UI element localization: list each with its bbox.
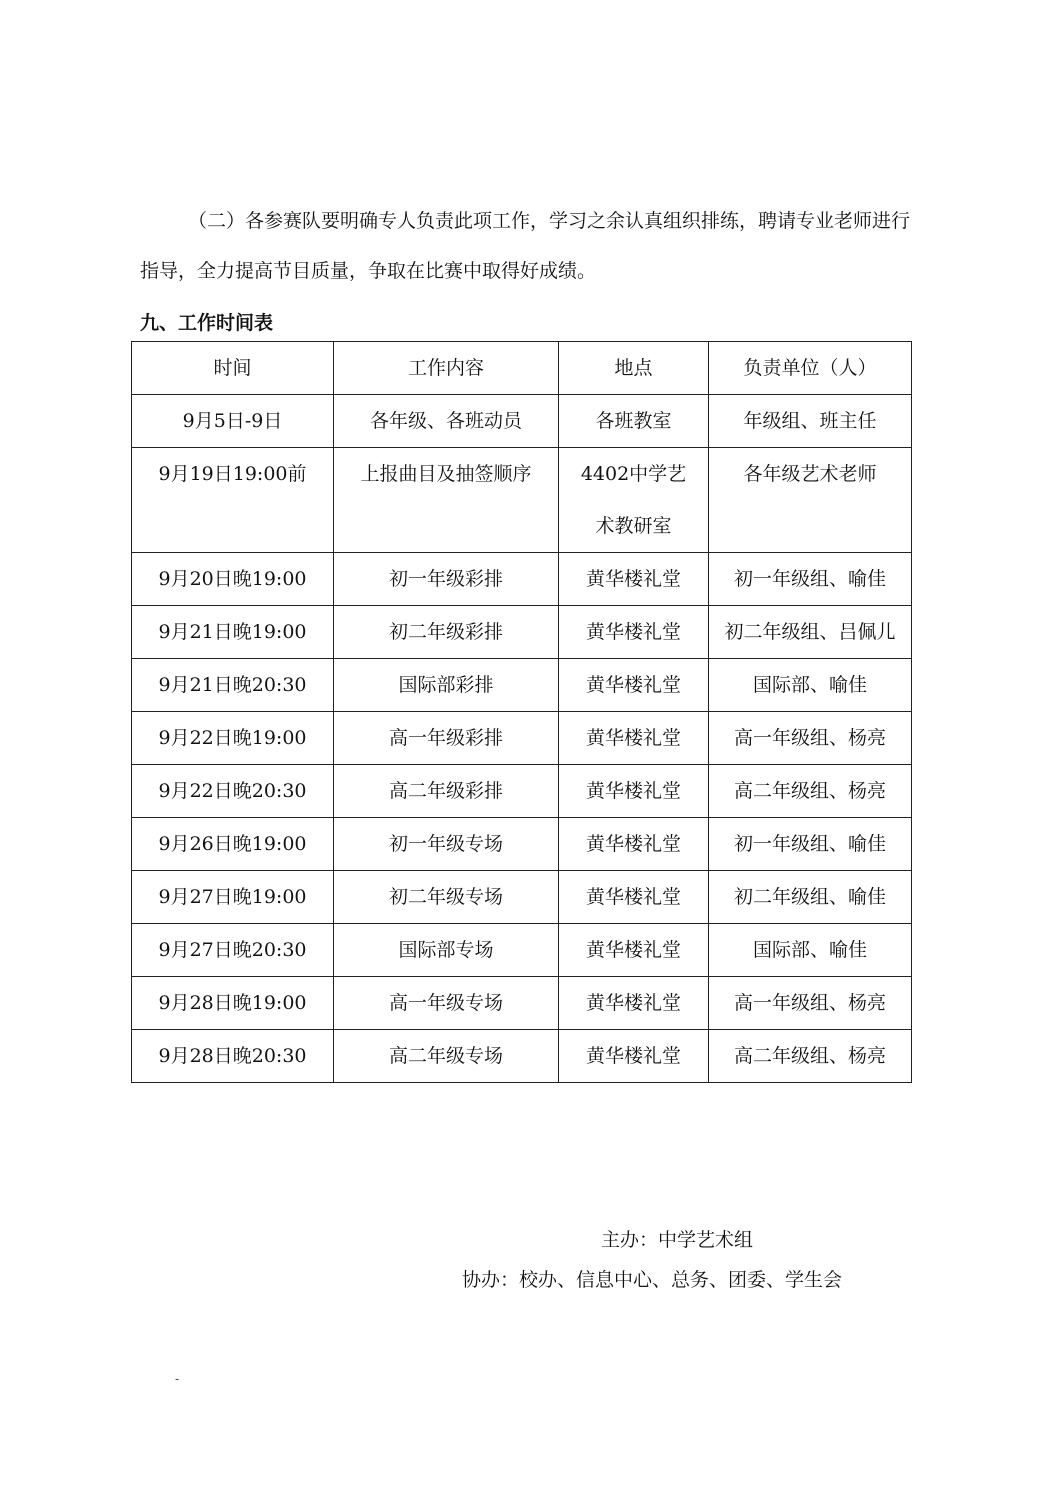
cell-time: 9月21日晚20:30 — [132, 659, 334, 712]
cell-time: 9月27日晚20:30 — [132, 924, 334, 977]
cell-owner: 年级组、班主任 — [709, 395, 912, 448]
cell-owner: 高一年级组、杨亮 — [709, 977, 912, 1030]
cell-place: 黄华楼礼堂 — [559, 712, 709, 765]
body-paragraph: （二）各参赛队要明确专人负责此项工作，学习之余认真组织排练，聘请专业老师进行指导，全力提高节目质量，争取在比赛中取得好成绩。 — [140, 210, 911, 282]
cell-place: 4402中学艺术教研室 — [559, 448, 709, 553]
cell-time: 9月20日晚19:00 — [132, 553, 334, 606]
cell-owner: 国际部、喻佳 — [709, 659, 912, 712]
table-row — [132, 871, 912, 924]
table-header-row — [132, 342, 912, 395]
header-cell-place: 地点 — [559, 342, 709, 395]
cell-time: 9月28日晚20:30 — [132, 1030, 334, 1083]
cell-owner: 初一年级组、喻佳 — [709, 553, 912, 606]
host-line: 主办：中学艺术组 — [601, 1229, 754, 1251]
cell-place: 黄华楼礼堂 — [559, 818, 709, 871]
cell-owner: 高二年级组、杨亮 — [709, 1030, 912, 1083]
header-cell-owner: 负责单位（人） — [709, 342, 912, 395]
cell-owner: 高二年级组、杨亮 — [709, 765, 912, 818]
cell-content: 高二年级彩排 — [334, 765, 559, 818]
cell-place: 黄华楼礼堂 — [559, 871, 709, 924]
cell-content: 高二年级专场 — [334, 1030, 559, 1083]
cell-place: 黄华楼礼堂 — [559, 924, 709, 977]
cell-place: 各班教室 — [559, 395, 709, 448]
cell-owner: 初二年级组、喻佳 — [709, 871, 912, 924]
cell-content: 国际部彩排 — [334, 659, 559, 712]
cell-owner: 高一年级组、杨亮 — [709, 712, 912, 765]
table-row — [132, 924, 912, 977]
table-row — [132, 606, 912, 659]
cell-time: 9月5日-9日 — [132, 395, 334, 448]
cell-place: 黄华楼礼堂 — [559, 1030, 709, 1083]
header-cell-content: 工作内容 — [334, 342, 559, 395]
footer-mark: - — [175, 1372, 180, 1386]
cell-place: 黄华楼礼堂 — [559, 606, 709, 659]
cell-content: 初二年级专场 — [334, 871, 559, 924]
header-cell-time: 时间 — [132, 342, 334, 395]
table-row — [132, 553, 912, 606]
cell-time: 9月28日晚19:00 — [132, 977, 334, 1030]
cell-time: 9月22日晚19:00 — [132, 712, 334, 765]
cell-content: 初一年级专场 — [334, 818, 559, 871]
cell-place: 黄华楼礼堂 — [559, 765, 709, 818]
table-row — [132, 395, 912, 448]
table-row — [132, 1030, 912, 1083]
table-row — [132, 659, 912, 712]
cell-content: 初二年级彩排 — [334, 606, 559, 659]
cell-place: 黄华楼礼堂 — [559, 659, 709, 712]
cell-content: 上报曲目及抽签顺序 — [334, 448, 559, 553]
cell-owner: 初一年级组、喻佳 — [709, 818, 912, 871]
co-host-line: 协办：校办、信息中心、总务、团委、学生会 — [462, 1269, 843, 1291]
cell-owner: 国际部、喻佳 — [709, 924, 912, 977]
cell-time: 9月21日晚19:00 — [132, 606, 334, 659]
cell-owner: 初二年级组、吕佩儿 — [709, 606, 912, 659]
cell-time: 9月26日晚19:00 — [132, 818, 334, 871]
cell-time: 9月27日晚19:00 — [132, 871, 334, 924]
table-row — [132, 977, 912, 1030]
section-heading: 九、工作时间表 — [140, 312, 274, 334]
cell-time: 9月19日19:00前 — [132, 448, 334, 553]
cell-time: 9月22日晚20:30 — [132, 765, 334, 818]
table-row — [132, 448, 912, 553]
cell-owner: 各年级艺术老师 — [709, 448, 912, 553]
cell-place: 黄华楼礼堂 — [559, 977, 709, 1030]
table-row — [132, 712, 912, 765]
cell-place: 黄华楼礼堂 — [559, 553, 709, 606]
table-row — [132, 765, 912, 818]
cell-content: 各年级、各班动员 — [334, 395, 559, 448]
table-row — [132, 818, 912, 871]
cell-content: 高一年级专场 — [334, 977, 559, 1030]
cell-content: 初一年级彩排 — [334, 553, 559, 606]
cell-content: 高一年级彩排 — [334, 712, 559, 765]
cell-content: 国际部专场 — [334, 924, 559, 977]
schedule-table — [131, 341, 912, 1083]
